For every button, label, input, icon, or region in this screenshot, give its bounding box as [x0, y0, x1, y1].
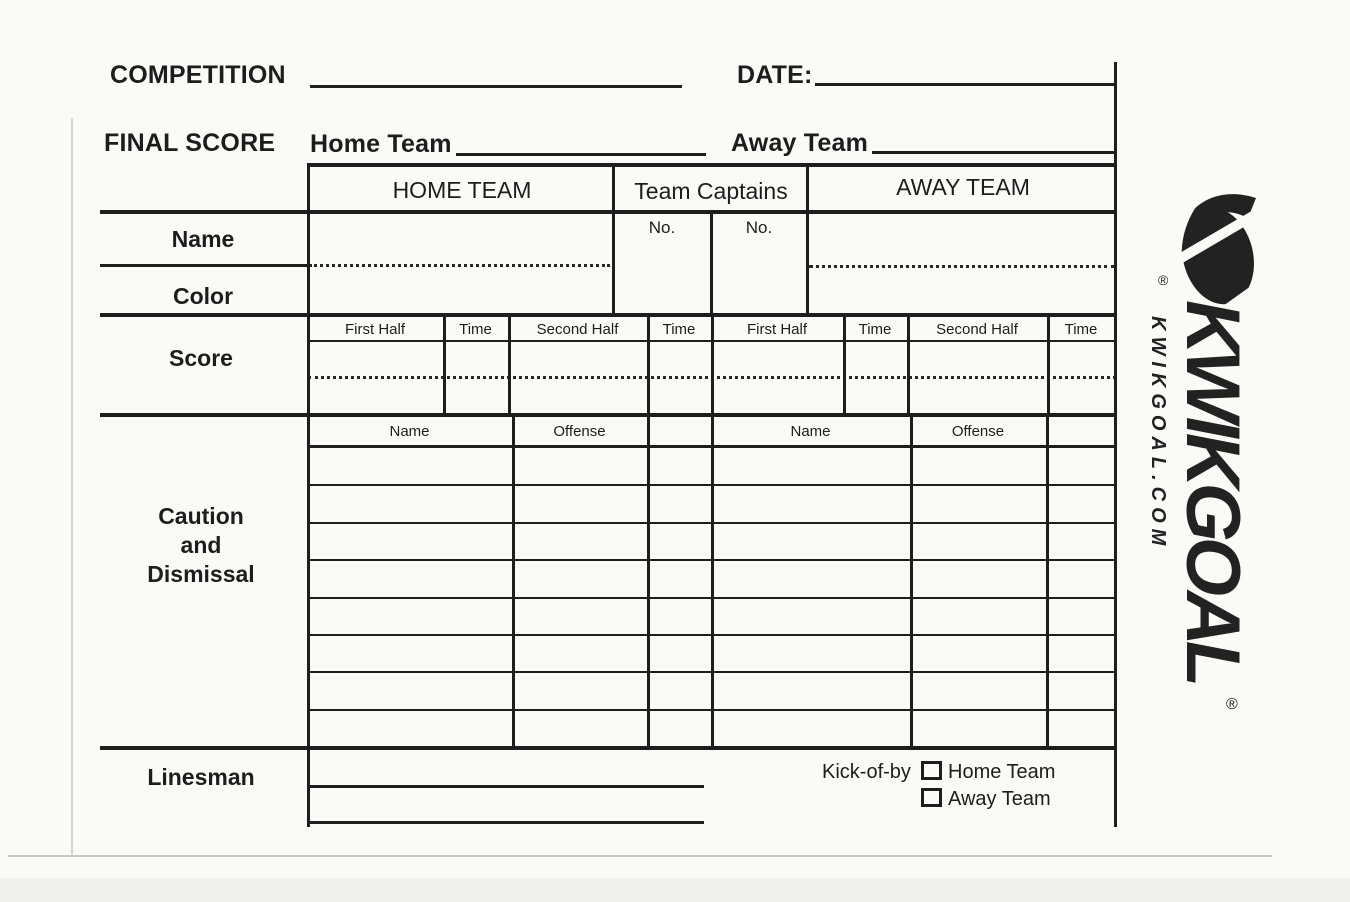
caution-cell[interactable]	[515, 636, 645, 669]
caution-cell[interactable]	[310, 673, 510, 706]
linesman-label: Linesman	[147, 764, 255, 790]
caution-cell[interactable]	[515, 449, 645, 482]
score-cell[interactable]	[910, 343, 1045, 376]
logo-registered-mark: ®	[1226, 696, 1238, 713]
roster-away-header: AWAY TEAM	[896, 174, 1030, 200]
score-caution-divider	[100, 413, 1117, 417]
caution-cell[interactable]	[1049, 524, 1113, 557]
caution-cell[interactable]	[650, 711, 709, 744]
score-cell[interactable]	[846, 380, 905, 412]
score-cell[interactable]	[910, 380, 1045, 412]
date-writing-line	[815, 83, 1116, 86]
score-row-label: Score	[169, 345, 233, 371]
caution-cell[interactable]	[650, 636, 709, 669]
caution-label-line2: and	[180, 532, 222, 558]
caution-cell[interactable]	[310, 636, 510, 669]
linesman-writing-line-2	[310, 821, 704, 824]
away-name-cell[interactable]	[810, 214, 1113, 262]
caution-cell[interactable]	[310, 711, 510, 744]
linesman-writing-line-1	[310, 785, 704, 788]
score-cell[interactable]	[446, 343, 506, 376]
caution-cell[interactable]	[1049, 673, 1113, 706]
caution-cell[interactable]	[1049, 599, 1113, 632]
caution-cell[interactable]	[310, 561, 510, 594]
caution-cell[interactable]	[515, 599, 645, 632]
name-color-divider-left	[100, 264, 307, 267]
away-captain-no-label: No.	[745, 218, 773, 237]
roster-home-header: HOME TEAM	[392, 177, 532, 203]
competition-label: COMPETITION	[110, 61, 286, 89]
caution-cell[interactable]	[913, 673, 1044, 706]
caution-column-header: Name	[389, 423, 430, 440]
caution-cell[interactable]	[310, 599, 510, 632]
score-cell[interactable]	[1050, 380, 1113, 412]
caution-column-header: Offense	[951, 423, 1005, 440]
score-cell[interactable]	[511, 380, 645, 412]
caution-cell[interactable]	[714, 599, 908, 632]
kickoff-away-label: Away Team	[948, 788, 1051, 810]
caution-cell[interactable]	[515, 524, 645, 557]
away-captain-no-cell[interactable]	[713, 240, 804, 310]
name-row-label: Name	[171, 226, 235, 252]
score-cell[interactable]	[650, 343, 709, 376]
caution-cell[interactable]	[913, 486, 1044, 519]
home-team-label: Home Team	[310, 130, 452, 158]
competition-writing-line	[310, 85, 682, 88]
score-column-header: Second Half	[536, 321, 619, 338]
caution-cell[interactable]	[714, 673, 908, 706]
score-cell[interactable]	[511, 343, 645, 376]
card-bottom-edge	[8, 855, 1272, 857]
score-cell[interactable]	[310, 380, 441, 412]
score-column-header: First Half	[747, 321, 807, 338]
card-left-edge	[71, 118, 73, 856]
caution-label-line1: Caution	[158, 503, 244, 529]
caution-cell[interactable]	[1049, 636, 1113, 669]
caution-cell[interactable]	[650, 524, 709, 557]
score-column-rule	[711, 313, 714, 413]
kwikgoal-ball-icon	[1168, 172, 1264, 314]
kwikgoal-website-text: KWIKGOAL.COM	[1147, 316, 1169, 552]
ball-registered-mark: ®	[1158, 272, 1169, 288]
date-field[interactable]	[815, 56, 1115, 83]
caution-cell[interactable]	[650, 673, 709, 706]
kickoff-home-label: Home Team	[948, 761, 1056, 783]
away-score-writing-line	[872, 151, 1114, 154]
caution-cell[interactable]	[913, 524, 1044, 557]
kickoff-label: Kick-of-by	[822, 761, 911, 783]
caution-cell[interactable]	[310, 449, 510, 482]
caution-cell[interactable]	[1049, 711, 1113, 744]
caution-cell[interactable]	[714, 561, 908, 594]
home-name-cell[interactable]	[310, 214, 610, 262]
score-column-header: Time	[662, 321, 696, 338]
home-color-cell[interactable]	[310, 268, 610, 311]
caution-cell[interactable]	[913, 711, 1044, 744]
caution-cell[interactable]	[714, 486, 908, 519]
away-color-cell[interactable]	[810, 268, 1113, 311]
caution-cell[interactable]	[650, 599, 709, 632]
caution-cell[interactable]	[650, 449, 709, 482]
score-column-header: Time	[1064, 321, 1098, 338]
away-score-field[interactable]	[872, 124, 1114, 151]
kickoff-home-checkbox[interactable]	[921, 761, 942, 780]
color-row-label: Color	[172, 283, 234, 309]
caution-cell[interactable]	[515, 486, 645, 519]
caution-cell[interactable]	[714, 711, 908, 744]
score-cell[interactable]	[310, 343, 441, 376]
caution-cell[interactable]	[1049, 486, 1113, 519]
score-column-header: First Half	[345, 321, 405, 338]
score-column-header: Time	[858, 321, 892, 338]
score-cell[interactable]	[714, 343, 841, 376]
caution-cell[interactable]	[650, 486, 709, 519]
caution-cell[interactable]	[913, 636, 1044, 669]
score-column-rule	[907, 313, 910, 413]
caution-linesman-divider	[100, 746, 1117, 750]
score-cell[interactable]	[846, 343, 905, 376]
color-score-divider	[100, 313, 1117, 317]
caution-cell[interactable]	[515, 673, 645, 706]
caution-column-header: Name	[790, 423, 831, 440]
caution-cell[interactable]	[1049, 561, 1113, 594]
captains-no-divider	[710, 210, 713, 315]
roster-captains-header: Team Captains	[634, 178, 788, 204]
caution-cell[interactable]	[714, 449, 908, 482]
caution-cell[interactable]	[310, 486, 510, 519]
caution-cell[interactable]	[913, 449, 1044, 482]
score-column-rule	[1047, 313, 1050, 413]
competition-field[interactable]	[310, 58, 682, 85]
home-score-writing-line	[456, 153, 706, 156]
final-score-label: FINAL SCORE	[104, 129, 276, 157]
caution-cell[interactable]	[1049, 449, 1113, 482]
caution-cell[interactable]	[913, 561, 1044, 594]
caution-cell[interactable]	[650, 561, 709, 594]
caution-cell[interactable]	[515, 561, 645, 594]
score-cell[interactable]	[446, 380, 506, 412]
caution-label-line3: Dismissal	[147, 561, 255, 587]
caution-section-label	[147, 502, 254, 589]
home-score-field[interactable]	[456, 126, 706, 153]
kickoff-away-checkbox[interactable]	[921, 788, 942, 807]
score-column-rule	[843, 313, 846, 413]
score-cell[interactable]	[650, 380, 709, 412]
away-team-label: Away Team	[731, 129, 869, 157]
score-column-header: Second Half	[936, 321, 1018, 338]
captains-away-divider	[806, 163, 809, 315]
home-name-color-dotted-rule	[309, 264, 610, 267]
linesman-field-1[interactable]	[310, 756, 704, 785]
date-label: DATE:	[737, 61, 813, 89]
home-captain-no-cell[interactable]	[616, 240, 708, 310]
score-column-rule	[647, 313, 650, 413]
caution-column-header: Offense	[553, 423, 606, 440]
score-cell[interactable]	[1050, 343, 1113, 376]
table-top-border	[307, 163, 1117, 167]
caution-cell[interactable]	[714, 636, 908, 669]
score-column-rule	[508, 313, 511, 413]
score-column-rule	[443, 313, 446, 413]
score-cell[interactable]	[714, 380, 841, 412]
caution-cell[interactable]	[310, 524, 510, 557]
home-captain-no-label: No.	[648, 218, 676, 237]
caution-cell[interactable]	[515, 711, 645, 744]
linesman-field-2[interactable]	[310, 792, 704, 821]
home-captains-divider	[612, 163, 615, 315]
caution-cell[interactable]	[714, 524, 908, 557]
table-right-border	[1114, 62, 1117, 827]
score-column-header: Time	[459, 321, 492, 338]
caution-cell[interactable]	[913, 599, 1044, 632]
scan-margin	[0, 878, 1350, 902]
kwikgoal-logo-text: KWIKGOAL	[1170, 300, 1255, 683]
